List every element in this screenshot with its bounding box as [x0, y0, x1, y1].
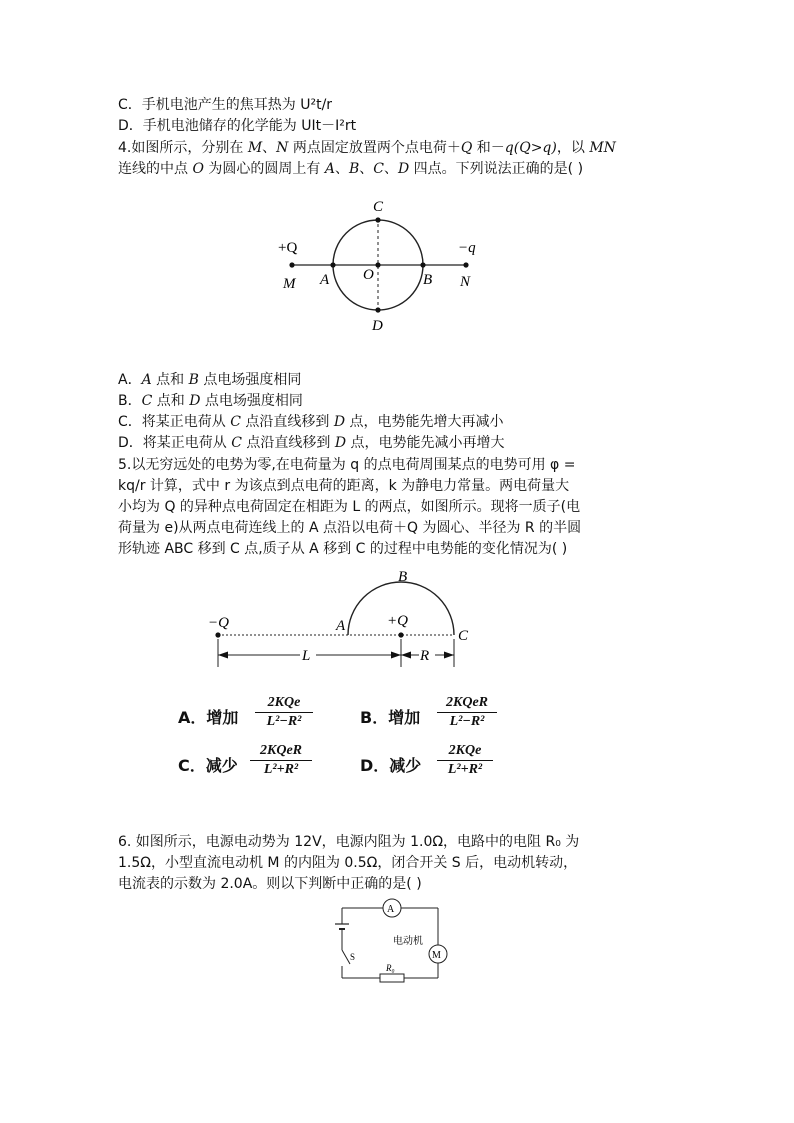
label-minus-q: −Q	[208, 615, 229, 631]
q5-stem-line5: 形轨迹 ABC 移到 C 点,质子从 A 移到 C 的过程中电势能的变化情况为( )	[118, 541, 568, 557]
resistor-icon	[380, 974, 404, 982]
label-m: M	[283, 276, 296, 292]
q4-option-d: D．将某正电荷从 C 点沿直线移到 D 点，电势能先减小再增大	[118, 435, 505, 451]
q4-option-b: B．C 点和 D 点电场强度相同	[118, 393, 303, 409]
point-d	[375, 307, 380, 312]
q5-stem-line3: 小均为 Q 的异种点电荷固定在相距为 L 的两点，如图所示。现将一质子(电	[118, 499, 581, 515]
q5-option-d-fraction: 2KQe L²+R²	[437, 742, 493, 779]
label-plus-q: +Q	[278, 240, 298, 256]
label-a: A	[336, 618, 346, 634]
q6-stem-line3: 电流表的示数为 2.0A。则以下判断中正确的是( )	[118, 876, 422, 892]
svg-text:R₀: R₀	[386, 963, 395, 973]
q5-option-b-fraction: 2KQeR L²−R²	[437, 694, 497, 731]
switch-icon	[342, 950, 350, 964]
point-c	[375, 217, 380, 222]
q3-option-d: D．手机电池储存的化学能为 UIt－I²rt	[118, 118, 357, 134]
q5-stem-line1: 5.以无穷远处的电势为零,在电荷量为 q 的点电荷周围某点的电势可用 φ =	[118, 457, 576, 473]
point-m	[289, 262, 294, 267]
q5-option-b: B．增加	[360, 708, 421, 727]
label-b: B	[398, 569, 408, 585]
svg-text:S: S	[350, 952, 356, 962]
label-n: N	[460, 274, 471, 290]
label-b: B	[423, 272, 433, 288]
svg-text:M: M	[432, 950, 441, 961]
q4-stem-line1: 4.如图所示，分别在 M、N 两点固定放置两个点电荷＋Q 和－q(Q>q)，以 MN	[118, 140, 616, 156]
q5-figure	[200, 565, 490, 675]
point-b	[420, 262, 425, 267]
q6-circuit-figure	[330, 898, 450, 988]
q5-option-c: C．减少	[178, 756, 238, 775]
label-c: C	[373, 199, 384, 215]
point-o	[375, 262, 380, 267]
q5-stem-line4: 荷量为 e)从两点电荷连线上的 A 点沿以电荷＋Q 为圆心、半径为 R 的半圆	[118, 520, 582, 536]
q4-option-a: A．A 点和 B 点电场强度相同	[118, 372, 302, 388]
q5-stem-line2: kq/r 计算，式中 r 为该点到点电荷的距离，k 为静电力常量。两电荷量大	[118, 478, 570, 494]
q4-option-c: C．将某正电荷从 C 点沿直线移到 D 点，电势能先增大再减小	[118, 414, 504, 430]
point-n	[463, 262, 468, 267]
label-l: L	[302, 648, 311, 664]
q4-stem-line2: 连线的中点 O 为圆心的圆周上有 A、B、C、D 四点。下列说法正确的是( )	[118, 161, 584, 177]
point-a	[330, 262, 335, 267]
label-minus-q: −q	[458, 240, 476, 256]
q5-option-a: A．增加	[178, 708, 239, 727]
q4-figure	[270, 190, 500, 340]
label-c: C	[458, 628, 469, 644]
q3-option-c: C．手机电池产生的焦耳热为 U²t/r	[118, 97, 333, 113]
q6-stem-line2: 1.5Ω，小型直流电动机 M 的内阻为 0.5Ω，闭合开关 S 后，电动机转动，	[118, 855, 578, 871]
motor-label: 电动机	[393, 936, 423, 947]
label-r: R	[420, 648, 430, 664]
q6-stem-line1: 6. 如图所示，电源电动势为 12V，电源内阻为 1.0Ω，电路中的电阻 R₀ 为	[118, 834, 580, 850]
q5-option-a-fraction: 2KQe L²−R²	[255, 694, 313, 731]
q5-option-c-fraction: 2KQeR L²+R²	[250, 742, 312, 779]
label-o: O	[363, 267, 374, 283]
label-d: D	[372, 318, 383, 334]
q5-option-d: D．减少	[360, 756, 422, 775]
label-a: A	[320, 272, 330, 288]
label-plus-q: +Q	[387, 613, 408, 629]
svg-text:A: A	[387, 904, 395, 915]
